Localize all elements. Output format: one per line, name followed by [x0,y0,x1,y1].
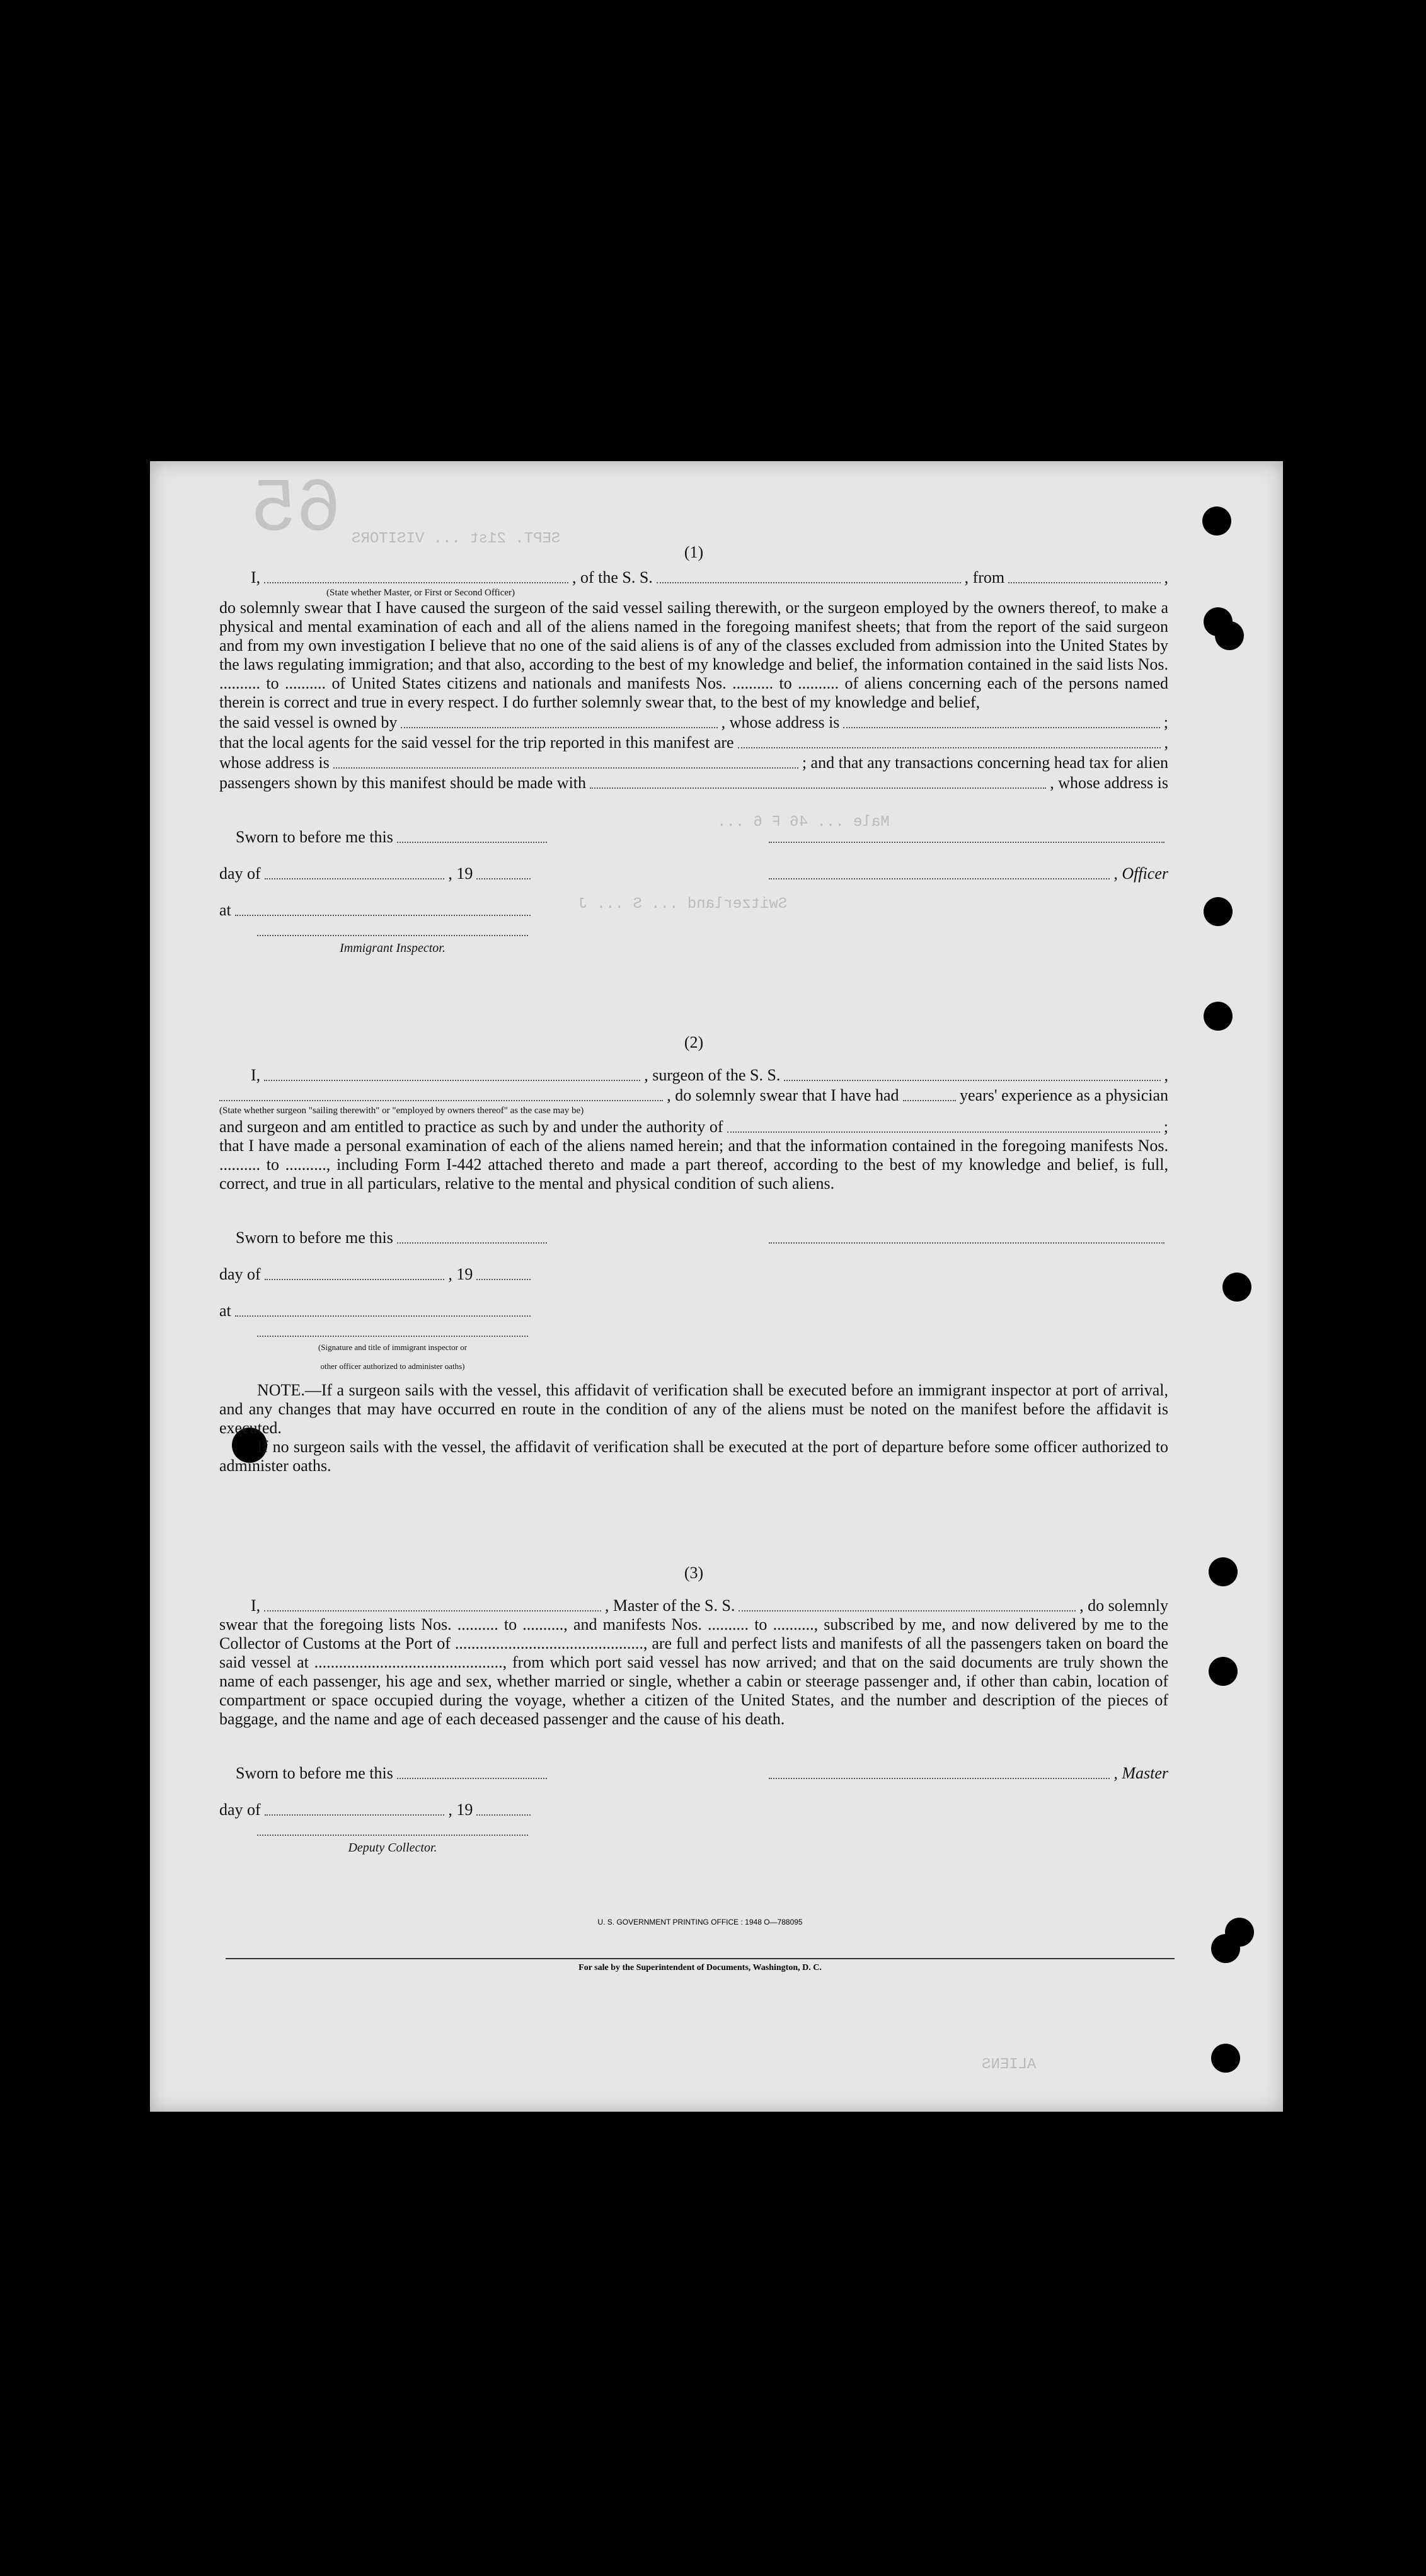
punch-hole [1209,1657,1238,1686]
punch-hole [1202,507,1231,535]
passengers-line [219,772,1168,793]
section-2-jurat [219,1211,1168,1376]
label-i: I, [251,568,261,587]
label-from: , from [964,568,1005,587]
section-3-header-line [219,1595,1168,1615]
punch-hole [1211,1934,1240,1963]
label-owned-by: the said vessel is owned by [219,713,398,731]
bleed-through-stamp: 65 [251,467,342,553]
deputy-collector-signature: Deputy Collector. [257,1835,528,1857]
label-officer: , Officer [1113,864,1168,883]
form-body [219,543,1168,1857]
section-3-number: (3) [684,1564,704,1582]
label-day-of: day of [219,864,261,883]
label-sworn: Sworn to before me this [236,1228,393,1247]
label-year: , 19 [448,1265,473,1283]
label-day-of: day of [219,1265,261,1283]
agents-address-line [219,752,1168,772]
note-2: If no surgeon sails with the vessel, the affidavit of verification shall be executed at the port of departure before some officer authorized to administer oaths. [219,1438,1168,1475]
for-sale-notice: For sale by the Superintendent of Documents, Washington, D. C. [578,1963,822,1972]
label-sworn: Sworn to before me this [236,1764,393,1782]
signature-caption-line-2: other officer authorized to administer oaths) [320,1361,465,1371]
punch-hole [1204,1002,1233,1031]
section-2-header-line: I, , surgeon of the S. S. , [219,1065,1168,1085]
agents-line: that the local agents for the said vessel for the trip reported in this manifest are , [219,733,1168,752]
document-page [150,461,1283,2112]
label-years: years' experience as a physician [960,1086,1168,1104]
label-head-tax: ; and that any transactions concerning head tax for alien [802,753,1168,772]
section-1-caption: (State whether Master, or First or Second Officer) [326,588,515,598]
signature-caption-line-1: (Signature and title of immigrant inspector or [318,1342,468,1352]
punch-hole [1209,1557,1238,1586]
punch-hole [1222,1273,1251,1302]
section-2-body: that I have made a personal examination of each of the aliens named herein; and that the information contained in the foregoing manifests Nos. .......... to .........., including Form I-442 attached thereto and made a part thereof, according to the best of my knowledge and belief, is full, correct, and true in all particulars, relative to the mental and physical condition of such aliens. [219,1136,1168,1193]
signature-caption [257,1336,528,1376]
label-year: , 19 [448,1800,473,1819]
bleed-through-text: Switzerland ... S ... J [578,896,788,913]
label-of-ss: , of the S. S. [572,568,653,587]
footer-rule [226,1958,1175,1959]
label-master: , Master [1113,1764,1168,1782]
label-day-of: day of [219,1800,261,1819]
immigrant-inspector-signature: Immigrant Inspector. [257,935,528,958]
bleed-through-text: SEPT. 21st ... VISITORS [352,530,561,547]
authority-line: and surgeon and am entitled to practice as such by and under the authority of ; [219,1118,1168,1136]
label-at: at [219,1302,231,1320]
bleed-through-text: ALIENS [982,2056,1037,2073]
label-master-of: , Master of the S. S. [604,1596,735,1615]
label-authority: and surgeon and am entitled to practice as such by and under the authority of [219,1118,723,1136]
label-whose-address-3: , whose address is [1050,774,1168,792]
label-i: I, [251,1596,261,1615]
section-3-body: swear that the foregoing lists Nos. .......... to .........., and manifests Nos. .......... to .........., subscribed by me, and now delivered by me to the Collector of Customs at the Port of .............................................., are full and perfect lists and manifests of all the passengers taken on board the said vessel at .............................................., from which port said vessel has now arrived; and that on the said documents are truly shown the name of each passenger, his age and sex, whether married or single, whether a cabin or steerage passenger and, if other than cabin, location of compartment or space occupied during the voyage, whether a citizen of the United States, and the number and description of the pieces of baggage, and the name and age of each deceased passenger and the cause of his death. [219,1615,1168,1728]
section-3-jurat [219,1746,1168,1857]
label-solemnly: , do solemnly [1079,1596,1168,1615]
label-whose-address-2: whose address is [219,753,330,772]
section-1-jurat [219,810,1168,958]
label-passengers: passengers shown by this manifest should be made with [219,774,587,792]
label-local-agents: that the local agents for the said vessel for the trip reported in this manifest are [219,733,734,752]
label-i: I, [251,1066,261,1084]
punch-hole [1211,2044,1240,2073]
owner-line: the said vessel is owned by , whose address is ; [219,713,1168,731]
label-at: at [219,901,231,919]
punch-hole [1215,621,1244,650]
bleed-through-text: Male ... 46 F 6 ... [717,814,890,831]
label-whose-address: , whose address is [721,713,840,731]
section-1-number: (1) [684,543,704,561]
note-1: NOTE.—If a surgeon sails with the vessel, this affidavit of verification shall be executed before an immigrant inspector at port of arrival, and any changes that may have occurred en route in the condition of any of the aliens must be noted on the manifest before the affidavit is executed. [219,1381,1168,1437]
punch-hole [1204,897,1233,926]
section-2-caption: (State whether surgeon "sailing therewith" or "employed by owners thereof" as the case may be) [219,1106,584,1116]
section-2-number: (2) [684,1033,704,1051]
printing-office-imprint: U. S. GOVERNMENT PRINTING OFFICE : 1948 O—788095 [597,1918,803,1926]
label-swear: , do solemnly swear that I have had [667,1086,899,1104]
label-year: , 19 [448,864,473,883]
section-2-swear-line [219,1085,1168,1105]
section-1-body: do solemnly swear that I have caused the surgeon of the said vessel sailing therewith, or the surgeon employed by the owners thereof, to make a physical and mental examination of each and all of the aliens named in the foregoing manifest sheets; that from the report of the said surgeon and from my own investigation I believe that no one of the said aliens is of any of the classes excluded from admission into the United States by the laws regulating immigration; and that also, according to the best of my knowledge and belief, the information contained in the said lists Nos. .......... to .......... of United States citizens and nationals and manifests Nos. .......... to .......... of aliens concerning each of the persons named therein is correct and true in every respect. I do further solemnly swear that, to the best of my knowledge and belief, [219,598,1168,711]
label-sworn: Sworn to before me this [236,828,393,846]
label-surgeon: , surgeon of the S. S. [644,1066,781,1084]
section-1-header-line: I, , of the S. S. , from , [219,567,1168,587]
